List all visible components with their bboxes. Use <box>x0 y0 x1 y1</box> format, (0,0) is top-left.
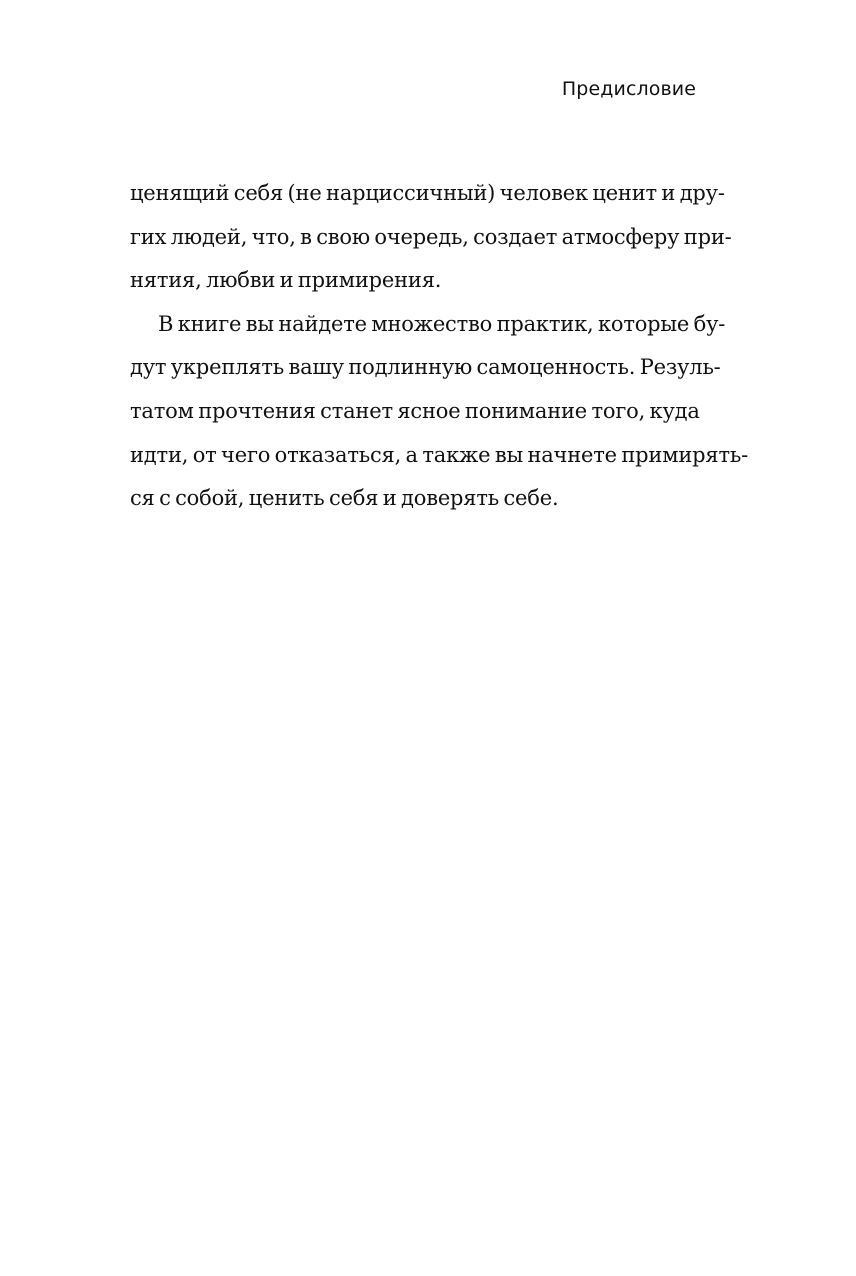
paragraph-1 <box>130 172 732 303</box>
text-line: гих людей, что, в свою очередь, создает атмосферу при- <box>130 224 732 249</box>
text-line: татом прочтения станет ясное понимание того, куда <box>130 398 700 423</box>
text-line: идти, от чего отказаться, а также вы начнете примирять- <box>130 442 748 467</box>
text-line: ся с собой, ценить себя и доверять себе. <box>130 486 559 511</box>
paragraph-2 <box>130 303 748 521</box>
text-line: В книге вы найдете множество практик, которые бу- <box>158 311 726 336</box>
text-line: дут укреплять вашу подлинную самоценность. Резуль- <box>130 355 721 380</box>
text-line: ценящий себя (не нарциссичный) человек ценит и дру- <box>130 181 725 205</box>
running-header: Предисловие <box>561 78 696 100</box>
text-line: нятия, любви и примирения. <box>130 268 442 293</box>
body-text <box>130 172 748 521</box>
